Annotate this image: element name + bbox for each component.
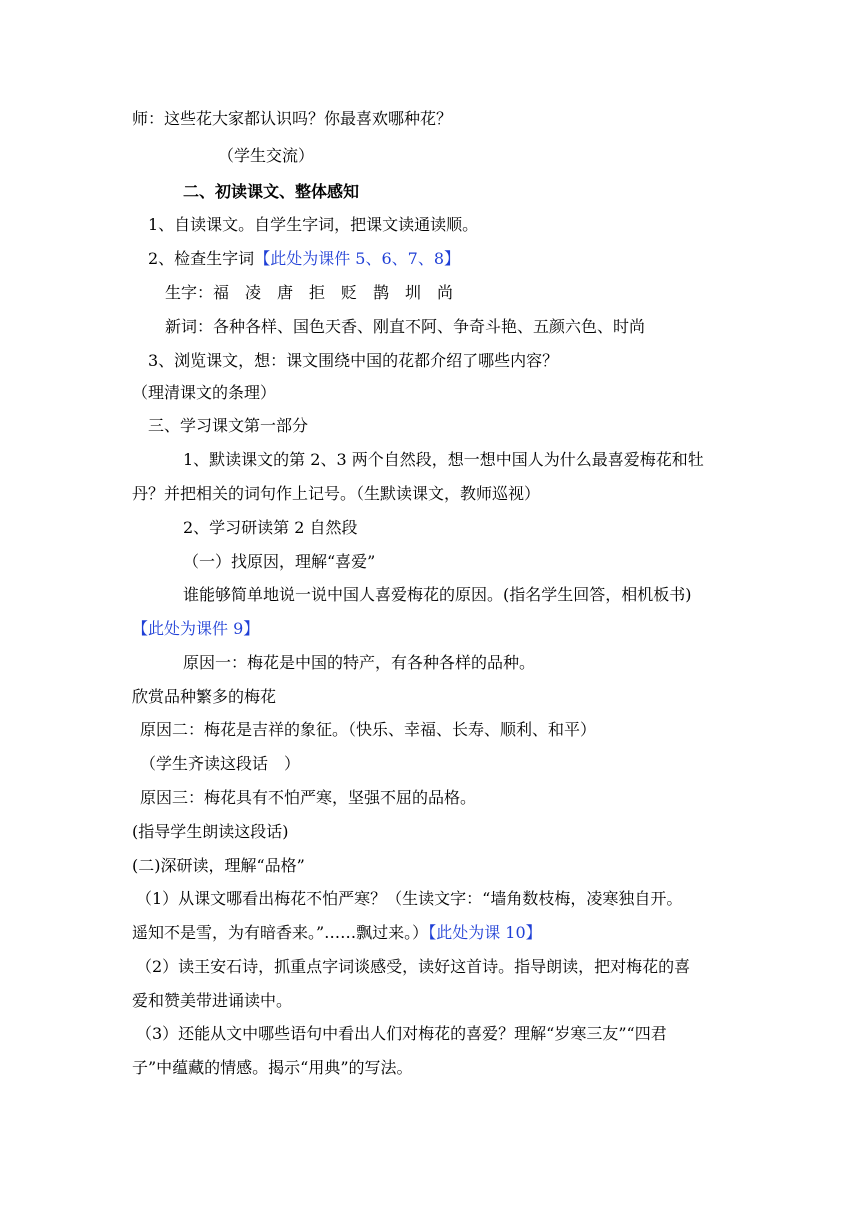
line-task-2: 2、学习研读第 2 自然段 xyxy=(183,518,358,537)
line-sub-1b xyxy=(132,922,542,944)
line-read-together: （学生齐读这段话 ） xyxy=(140,754,301,773)
line-sub-2b: 爱和赞美带进诵读中。 xyxy=(132,991,293,1010)
courseware-ref: 【此处为课件 9】 xyxy=(132,619,260,638)
courseware-ref: 【此处为课 10】 xyxy=(428,923,542,942)
line-item-2 xyxy=(148,248,460,270)
line-subheading-2: (二)深研读，理解“品格” xyxy=(132,856,305,875)
line-sub-2a: （2）读王安石诗，抓重点字词谈感受，读好这首诗。指导朗读，把对梅花的喜 xyxy=(136,957,691,976)
line-sub-1b-text: 遥知不是雪，为有暗香来。”……飘过来。） xyxy=(132,923,429,942)
line-task-1a: 1、默读课文的第 2、3 两个自然段，想一想中国人为什么最喜爱梅花和牡 xyxy=(183,450,704,469)
line-teacher-question: 师：这些花大家都认识吗？你最喜欢哪种花？ xyxy=(132,109,453,128)
line-student-exchange: （学生交流） xyxy=(218,146,315,165)
line-sub-1a: （1）从课文哪看出梅花不怕严寒？（生读文字：“墙角数枝梅，凌寒独自开。 xyxy=(136,889,683,908)
line-appreciate: 欣赏品种繁多的梅花 xyxy=(132,687,277,706)
line-subheading-1: （一）找原因，理解“喜爱” xyxy=(183,552,376,571)
line-sub-3b: 子”中蕴藏的情感。揭示“用典”的写法。 xyxy=(132,1058,413,1077)
line-note: （理清课文的条理） xyxy=(132,383,277,402)
line-task-1b: 丹？并把相关的词句作上记号。（生默读课文，教师巡视） xyxy=(132,484,541,503)
line-reason-3: 原因三：梅花具有不怕严寒，坚强不屈的品格。 xyxy=(140,788,477,807)
line-guide-reading: (指导学生朗读这段话) xyxy=(132,822,289,841)
line-new-words: 新词：各种各样、国色天香、刚直不阿、争奇斗艳、五颜六色、时尚 xyxy=(165,317,646,336)
line-item-2-text: 2、检查生字词 xyxy=(148,249,255,268)
line-reason-1: 原因一：梅花是中国的特产，有各种各样的品种。 xyxy=(183,653,536,672)
line-courseware-9 xyxy=(132,618,259,640)
section-heading-2: 二、初读课文、整体感知 xyxy=(183,182,360,201)
courseware-ref: 【此处为课件 5、6、7、8】 xyxy=(254,249,460,268)
section-heading-3: 三、学习课文第一部分 xyxy=(148,416,309,435)
line-sub-3a: （3）还能从文中哪些语句中看出人们对梅花的喜爱？理解“岁寒三友”“四君 xyxy=(136,1024,667,1043)
line-reason-2: 原因二：梅花是吉祥的象征。（快乐、幸福、长寿、顺利、和平） xyxy=(140,720,597,739)
line-question: 谁能够简单地说一说中国人喜爱梅花的原因。(指名学生回答，相机板书) xyxy=(183,585,692,604)
line-item-1: 1、自读课文。自学生字词，把课文读通读顺。 xyxy=(148,215,479,234)
line-new-characters: 生字：福 凌 唐 拒 贬 鹊 圳 尚 xyxy=(165,283,454,302)
line-item-3: 3、浏览课文，想：课文围绕中国的花都介绍了哪些内容？ xyxy=(148,351,559,370)
